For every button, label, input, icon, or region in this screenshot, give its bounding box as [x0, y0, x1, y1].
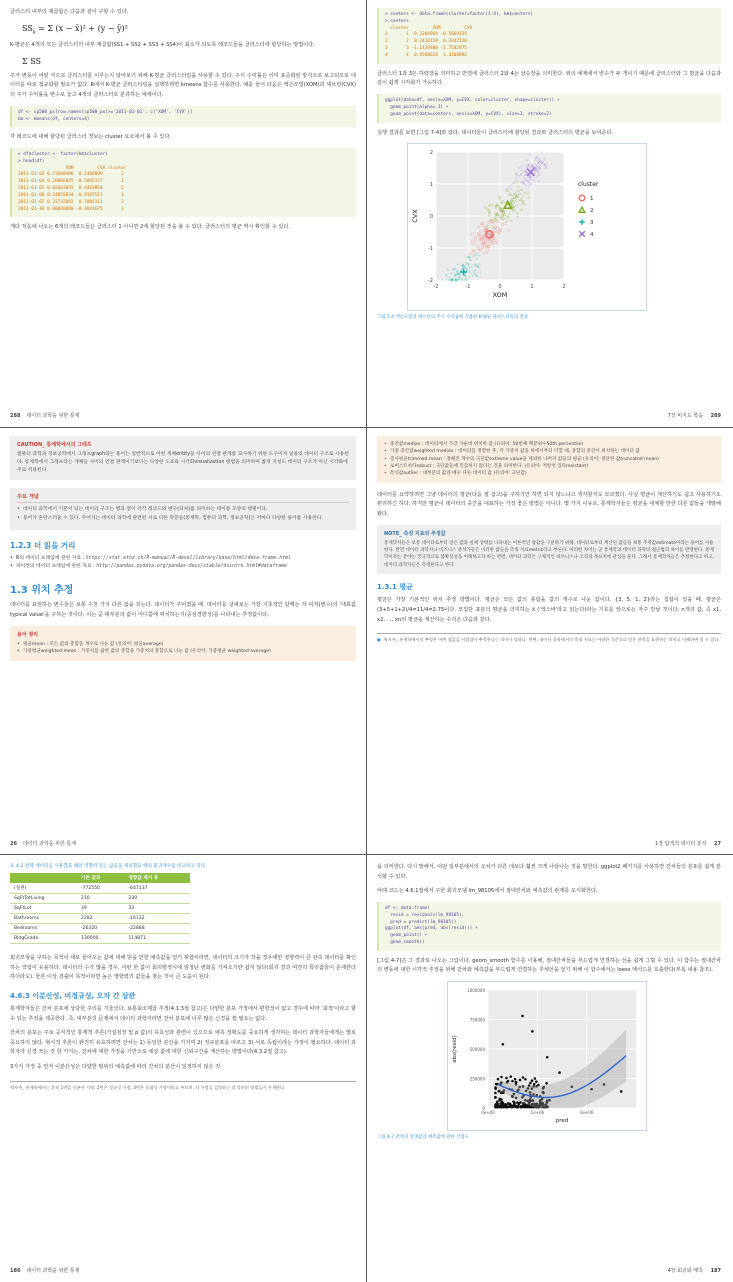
key-concept-item: • 용어가 혼란스러울 수 있다. 주어지는 데이터 과학에 관련된 서로 다른 학문들(통계학, 컴퓨터 과학, 정보공학)은 저마다 다양한 용어를 사용한다. [17, 515, 349, 523]
y-tick-label: 0 [429, 214, 433, 221]
kmeans-explanation: K-평균은 4개의 모든 클러스터의 내부 제곱합(SS1 + SS2 + SS3 + SS4)이 최소가 되도록 레코드들을 클러스터에 할당하는 방법이다. [10, 42, 315, 49]
x-tick-label: -2 [433, 284, 439, 291]
residual-point [533, 1083, 536, 1086]
page-288 [0, 0, 366, 427]
caution-body: 컴퓨터 과학과 정보공학에서 그래프graph라는 용어는 일반적으로 어떤 개체entity들 사이의 연결 관계를 묘사하기 위한 도구이자 일종의 데이터 구조로 사용된다. 통계학에서 그래프라는 개체들 사이의 연결 관계이기보다는 다양한 도표와 시각화visualization 방법을 의미하며 좁게 지칭도 데이터 구조가 아닌 시각화에 주로 적용된다. [17, 452, 349, 473]
figure-7-4-caption: 그림 7-4 엑슨모빌과 셰브런의 주식 수익률에 적용한 K-평균 클러스터링의 결과 [377, 315, 528, 321]
residual-point [520, 1106, 523, 1109]
kmeans-usage-paragraph: 주가 변동이 어떤 식으로 클러스터를 이루는지 알아보기 위해 K-평균 클러스터링을 사용할 수 있다. 주식 수익률은 이미 표준화된 방식으로 보고되므로 데이터를 따로 정규화할 필요가 없다. R에서 K-평균 클러스터링을 실행하려면 kmeans 함수를 사용한다. 예를 들어 다음은 엑슨모빌(XOM)과 셰브런(CVX)의 주가 수익률을 변수로 놓고 4개의 클러스터로 분류하는 예제이다. [10, 72, 356, 99]
residual-point [514, 1078, 517, 1081]
residual-point [545, 1082, 548, 1085]
translator-footnote: ● 역자주_ 통계학에서의 추정은 어떤 참값을 어림잡아 추측한다는 의미가 강하다. 반면, 데이터 과학에서의 측정 지표는 어떠한 기준으로 얻은 관측을 표현하는 의미로 이해하면 될 수 있다. [377, 633, 721, 644]
residual-point [505, 1077, 508, 1080]
page-187 [367, 855, 733, 1282]
table-cell: -22888 [124, 924, 190, 934]
residual-scatter-chart [447, 981, 647, 1131]
table-cell: -772550 [77, 883, 124, 894]
table-cell: 130000 [77, 934, 124, 944]
y-tick-label: 250000 [469, 1076, 485, 1082]
page-186 [0, 855, 366, 1282]
table-header-cell: 기존 결과 [77, 873, 124, 883]
cluster-assignment-paragraph: 게다 처음에 나오는 6개의 레코드들은 클러스터 1 아니면 2에 할당된 것을 볼 수 있다. 클러스터의 평균 역시 확인할 수 있다. [10, 224, 291, 231]
residual-point [512, 1100, 515, 1103]
residual-point [535, 1080, 538, 1083]
location-estimation-heading: 1.3 위치 추정 [10, 584, 74, 596]
table-row [10, 914, 190, 924]
table-cell: 39 [77, 904, 124, 914]
residual-point [496, 1101, 499, 1104]
residual-point [524, 1078, 527, 1081]
glossary-item: • 가중 중간값weighted median : 데이터를 정렬한 후, 각 가중치 값을 위에서부터 더할 때, 총합의 중간이 위치하는 데이터 값 [384, 448, 714, 455]
intro-text: 클러스터 내부의 제곱합은 다음과 같이 구할 수 있다. [10, 9, 129, 15]
table-row [10, 934, 190, 944]
table-row [10, 894, 190, 904]
heteroskedasticity-paragraph: 3가지 가정 중 먼저 이분산성은 다양한 범위의 예측값에 따라 잔차의 분산이 일정하지 않은 것 [10, 1064, 221, 1070]
legend-key-1 [579, 195, 585, 201]
heteroskedasticity-heading: 4.6.3 이분산성, 비정규성, 오차 간 상관 [10, 991, 136, 1000]
page-footer: 186 데이터 과학을 위한 통계 [10, 1268, 80, 1274]
table-cell: -16132 [124, 914, 190, 924]
residual-point [522, 1076, 525, 1079]
residual-point [494, 1088, 497, 1091]
table-cell: SqFtLot [10, 904, 77, 914]
y-tick-label: 1 [429, 182, 433, 189]
residual-point [515, 1105, 518, 1108]
legend-label-2: 2 [590, 208, 594, 215]
caution-title: CAUTION_ 통계학에서의 그래프 [17, 442, 92, 448]
kmeans-scatter-svg [408, 144, 646, 310]
residual-point [558, 1071, 561, 1074]
x-tick-label: -1 [465, 284, 471, 291]
x-tick-label: 0 [498, 284, 502, 291]
residual-point [518, 1103, 521, 1106]
table-cell: 2282 [77, 914, 124, 924]
residual-point [504, 1104, 507, 1107]
glossary-title: 용어 정리 [17, 632, 39, 639]
residual-point [515, 1081, 518, 1084]
note-body: 통계학자들은 보통 데이터로부터 얻은 값과 실제 상태를 나타내는 이론적인 참값을 구분하기 위해, 데이터로부터 계산된 값들을 보통 추정값estimate이라는 용어를 사용한다. 반면 데이터 과학자나 비즈니스 분석가들은 이러한 값들을 측정 지표metric라고 부른다. 이러한 차이는 곧 통계학과 데이터 과학의 접근법의 차이를 반영한다. 통계학이라는 분야는 궁극적으로 불확실성을 이해하고자 하는 반면, 데이터 과학은 구체적인 비즈니스나 조직의 목표치에 관심을 둔다. 그래서 통계학자들은 추정한다고 하고, 데이터 과학자들은 측정한다고 한다. [384, 540, 714, 568]
glossary-box [10, 626, 356, 661]
residual-point [496, 1103, 499, 1106]
residual-point [524, 1105, 527, 1108]
mean-paragraph: 평균은 가장 기본적인 위치 추정 방법이다. 평균은 모든 값의 총합을 값의 개수로 나눈 값이다. {3, 5, 1, 2}라는 집합이 있을 때, 평균은 (3+5+1+2)/4=11/4=2.75이다. 모집단 표본의 평균을 의미하는 x̄ ('엑스바'라고 읽는다)라는 기호를 앞으로는 자주 만날 것이다. n개의 값, 즉 x1, x2, ..., xn의 평균을 계산하는 수식은 다음과 같다. [377, 597, 721, 623]
residual-point [620, 1090, 623, 1093]
page-footer: 1장 탐색적 데이터 분석 27 [655, 841, 721, 847]
reference-item: • 파이썬의 데이터 프레임에 관한 자료 : http://pandas.pydata.org/pandas-docs/stable/dsintro.html#dataframe [10, 563, 356, 571]
y-tick-label: -2 [428, 278, 433, 285]
table-cell: (절편) [10, 883, 77, 894]
residual-point [494, 1092, 497, 1095]
table-4-2-caption: 표 4-2 전체 데이터를 사용했을 때와 영향력 있는 값들을 제외했을 때의 회귀계수를 비교하고 있다. [10, 864, 207, 869]
residual-point [501, 1101, 504, 1104]
legend-title: cluster [578, 181, 599, 189]
y-tick-label: 0 [482, 1105, 485, 1111]
residual-point [500, 1076, 503, 1079]
residual-point [528, 1106, 531, 1109]
residual-point [521, 1015, 524, 1018]
head-df-code-block: > df$cluster <- factor(km$cluster) > head(df) XOM CVX cluster 2011-01-03 0.73680496 0.2406809 2 2011-01-04 0.16866845 -0.5845157 1 2011-01-05 0.02663055 0.4469854 2 2011-01-06 0.24855834 -0.9197513 1 2011-01-07 0.33732892 0.1805111 2 2011-01-10 0.00000000 -0.4641675 1 [10, 148, 356, 217]
legend-label-4: 4 [590, 232, 594, 239]
table-header-cell [10, 873, 77, 883]
location-intro-paragraph: 데이터를 표현하는 변수들은 보통 수천 가지 다른 값을 갖는다. 데이터가 주어졌을 때, 데이터를 살펴보는 가장 기초적인 단계는 각 피처(변수)의 '대표값typical value'을 구하는 것이다. 이는 곧 대부분의 값이 어디쯤에 위치하는지(중심경향성)를 나타내는 추정값이다. [10, 601, 356, 618]
x-tick-label: 1e+06 [530, 1110, 545, 1116]
residual-point [519, 1079, 522, 1082]
footnote-marker-icon: ● [377, 637, 381, 643]
page-footer: 288 데이터 과학을 위한 통계 [10, 413, 80, 419]
residual-point [509, 1075, 512, 1078]
key-concepts-box [10, 488, 356, 530]
table-row [10, 924, 190, 934]
cluster-element-paragraph: 각 레코드에 대해 할당된 클러스터 정보는 cluster 요소에서 볼 수 있다. [10, 134, 172, 141]
heteroskedasticity-continued-paragraph: 을 의미한다. 다시 말해서, 어떤 일부분에서의 오차가 다른 데보다 훨씬 크게 나타나는 것을 말한다. ggplot2 패키지를 사용하면 잔차들의 분포를 쉽게 분석할 수 있다. [377, 864, 721, 880]
residual-point [531, 1030, 534, 1033]
legend-label-1: 1 [590, 196, 594, 203]
spread-divider [0, 854, 733, 855]
table-header-row [10, 873, 190, 883]
table-cell: Bedrooms [10, 924, 77, 934]
residual-plot-intro-paragraph: 아래 코드는 4.6.1절에서 구한 회귀모델 lm_98105에서 절대잔차와 예측값의 관계를 도식화한다. [377, 888, 598, 895]
glossary-item: • 로버스트하다robust : 극단값들에 민감하지 않다는 것을 의미한다. (유의어: 저항성 있다resistant) [384, 463, 714, 470]
page-27 [367, 428, 733, 855]
x-tick-label: 0e+00 [481, 1110, 495, 1116]
coefficient-table [10, 873, 190, 944]
table-cell: 33 [124, 904, 190, 914]
glossary-item: • 가중평균weighted mean : 가중치를 곱한 값의 총합을 가중치의 총합으로 나눈 값 (유의어: 가중평균 weighted average) [17, 648, 349, 655]
residual-point [507, 1080, 510, 1083]
table-cell: Bathrooms [10, 914, 77, 924]
residual-point [511, 1080, 514, 1083]
glossary-item: • 특잇값outlier : 대부분의 값과 매우 다른 데이터 값 (유의어: 극단값) [384, 470, 714, 477]
residual-point [546, 1056, 549, 1059]
residual-point [498, 1099, 501, 1102]
figure-4-7-caption: 그림 4-7 잔차의 절댓값과 예측값에 관한 산점도 [377, 1135, 469, 1141]
x-axis-label: pred [555, 1118, 569, 1125]
y-tick-label: 2 [429, 150, 433, 157]
residual-point [529, 1082, 532, 1085]
residual-point [534, 1077, 537, 1080]
legend-key-4 [579, 231, 585, 237]
x-axis-label: XOM [492, 291, 508, 300]
glossary-item: • 평균mean : 모든 값의 총합을 개수로 나눈 값 (유의어: 평균average) [17, 641, 349, 648]
x-tick-label: 2e+06 [579, 1110, 594, 1116]
reference-link[interactable]: https://stat.ethz.ch/R-manual/R-devel/library/base/html/data.frame.html [85, 556, 291, 562]
page-26 [0, 428, 366, 855]
kmeans-scatter-chart [407, 143, 647, 311]
note-title: NOTE_ 측정 지표와 추정값 [384, 530, 446, 537]
residual-point [531, 1079, 534, 1082]
within-cluster-ss-formula: $SS_k = \Sigma$ (x − x̄)² + (y − ȳ)² [22, 23, 128, 36]
reference-link[interactable]: http://pandas.pydata.org/pandas-docs/stable/dsintro.html#dataframe [96, 563, 287, 569]
translator-footnote: 역자주_ 통계학에서는 흔히 1번을 등분산 가정, 2번은 정규성 가정, 3번은 독립성 가정이라고 부르며, 각 가정을 검정하는 잘 알려진 방법들이 존재한다. [10, 1081, 356, 1092]
page-gutter-divider [366, 0, 367, 1282]
ggplot-code-block: ggplot(data=df, aes(x=XOM, y=CVX, color=cluster, shape=cluster)) + geom_point(alpha=.3) + geom_point(data=centers, aes(x=XOM, y=CVX), size=3, stroke=2) [377, 94, 721, 122]
table-cell: 114871 [124, 934, 190, 944]
table-cell: 230 [124, 894, 190, 904]
y-tick-label: 750000 [469, 1017, 485, 1023]
residual-plot-code-block: df <- data.frame( resid = residuals(lm_98105), pred = predict(lm_98105)) ggplot(df, aes(pred, abs(resid))) + geom_point() + geom_smooth() [377, 902, 721, 951]
table-cell: 210 [77, 894, 124, 904]
note-box [377, 525, 721, 575]
table-row [10, 883, 190, 894]
residual-point [494, 1096, 497, 1099]
total-ss-formula: Σ SS [22, 56, 42, 66]
further-reading-heading: 1.2.3 더 읽을 거리 [10, 541, 76, 551]
residual-point [498, 1106, 501, 1109]
page-footer: 7장 비지도 학습 289 [667, 413, 721, 419]
table-row [10, 904, 190, 914]
page-footer: 26 데이터 과학을 위한 통계 [10, 841, 77, 847]
glossary-continued-box [377, 436, 721, 483]
caution-box [10, 436, 356, 480]
y-tick-label: 500000 [469, 1046, 485, 1052]
figure-ref-paragraph: 실행 결과를 보면 [그림 7-4]와 같다. 데이터들이 클러스터에 할당된 결과와 클러스터의 평균을 보여준다. [377, 129, 614, 136]
residual-scatter-svg [448, 982, 646, 1130]
kmeans-code-block: df <- sp500_px[row.names(sp500_px)>='2011-01-01', c('XOM', 'CVX')] km <- kmeans(df, centers=4) [10, 106, 356, 128]
table-header-cell: 영향값 제거 후 [124, 873, 190, 883]
legend-label-3: 3 [590, 220, 594, 227]
table-cell: -26320 [77, 924, 124, 934]
y-tick-label: 1000000 [467, 987, 485, 993]
glossary-item: • 절사평균trimmed mean : 정해진 개수의 극단값extreme value을 제외한 나머지 값들의 평균 (유의어: 절단한 값truncated mean) [384, 456, 714, 463]
glossary-item: • 중간값median : 데이터에서 가장 가운데 위치한 값 (유의어: 50번째 백분위수50th percentile) [384, 441, 714, 448]
x-tick-label: 1 [530, 284, 534, 291]
table-cell: SqFtTotLiving [10, 894, 77, 904]
table-cell: -647137 [124, 883, 190, 894]
table-cell: BldgGrade [10, 934, 77, 944]
legend-key-3 [579, 219, 585, 225]
further-reading-list [10, 555, 356, 571]
bull-bear-paragraph: 클러스터 1과 3은 하락장을 의미하고 반면에 클러스터 2와 4는 상승장을 의미한다. 위의 예제에서 변수가 두 개이기 때문에 클러스터와 그 평균을 다음과 같이 쉽게 시각화가 가능하다. [377, 70, 721, 87]
residual-point [509, 1104, 512, 1107]
key-concept-item: • 데이터 과학에서 기본이 되는 데이터 구조는 행과 열이 각각 레코드와 변수(피처)를 의미하는 테이블 모양의 행렬이다. [17, 506, 349, 514]
y-tick-label: -1 [428, 246, 433, 253]
loess-paragraph: [그림 4-7]은 그 결과로 나오는 그림이다. geom_smooth 함수를 이용해, 절대잔차들을 부드럽게 연결하는 선을 쉽게 그릴 수 있다. 이 함수는 절대잔차의 변동에 대한 시각적 추정을 위해 잔차와 예측값을 부드럽게 연결하는 추세선을 얻기 위해 이 함수에서는 loess 메서드를 호출한다(부록 내용 참조). [377, 957, 721, 974]
reference-item: • R의 데이터 프레임에 관한 자료 : https://stat.ethz.ch/R-manual/R-devel/library/base/html/data.frame.html [10, 555, 356, 563]
mean-heading: 1.3.1 평균 [377, 583, 413, 592]
y-axis-label: abs(resid) [452, 1035, 458, 1063]
residual-assumptions-paragraph: 잔차의 분포는 주로 공식적인 통계적 추론(가설검정 및 p 값)의 유효성과 관련이 있으므로 예측 정확도를 중요하게 생각하는 데이터 과학자들에게는 별로 중요하지 않다. 형식적 추론이 완전히 유효하려면 잔차는 1) 동일한 분산을 가지며 2) 정규분포를 따르고 3) 서로 독립이라는 가정이 필요하다. 데이터 과학자가 신경 쓰는 것 한 가지는, 잔차에 대한 가정을 기반으로 예상 값에 대한 신뢰구간을 계산하는 방법이다(4.3.2절 참고). [10, 1030, 356, 1056]
centers-code-block: > centers <- data.frame(cluster=factor(1:4), km$centers) > centers cluster XOM CVX 1 1 -0.3284864 -0.5669135 2 2 0.2410159 0.3342130 3 3 -1.1439800 -1.7502975 4 4 0.9568628 1.3708892 [377, 8, 721, 64]
page-footer: 4장 회귀와 예측 187 [667, 1268, 721, 1274]
page-289 [367, 0, 733, 427]
residual-point [495, 1083, 498, 1086]
residual-point [502, 1043, 505, 1046]
x-tick-label: 2 [562, 284, 566, 291]
residual-distribution-paragraph: 통계학자들은 잔차 분포에 상당한 주의를 기울인다. 보통최소제곱 추정(4.1.3절 참고)은 다양한 분포 가정에서 편향성이 없고 경우에 따라 '최적'이라고 할 수 있는 추정을 제공한다. 즉, 대부분의 문제에서 데이터 과학자라면 잔차 분포에 너무 많은 신경을 쓸 필요는 없다. [10, 1005, 356, 1022]
influence-paragraph: 회귀모형을 구하는 목적이 새로 들어오는 값에 대해 믿을 만한 예측값을 얻기 위함이라면, 데이터의 크기가 작을 경우에만 영향력이 큰 관측 데이터를 확인하는 작업이 유용하다. 데이터의 수가 많을 경우, 어떤 한 값이 회귀방정식에 엄청난 변화를 가져오기란 쉽지 않다(회귀 결과 여전히 특잇값들이 존재한다 하더라도). 물론 이상 검출이 목적이라면 높은 영향력의 값들을 찾는 것이 큰 도움이 된다. [10, 955, 356, 981]
residual-point [511, 1105, 514, 1108]
y-axis-label: CVX [411, 209, 419, 223]
residual-point [498, 1090, 501, 1093]
spread-divider [0, 427, 733, 428]
mean-motivation-paragraph: 데이터를 요약하려면 그냥 데이터의 평균(다음 절 참고)을 구하기만 하면 되지 않느냐고 생각할지도 모르겠다. 사실 평균이 계산하기도 쉽고 사용하기도 편리하긴 하다. 하지만 평균이 데이터의 중간을 대표하는 가장 좋은 방법은 아니다. 몇 가지 이유로, 통계학자들은 평균을 대체할 만한 다른 값들을 개발해왔다. [377, 491, 721, 517]
legend-key-2 [579, 207, 585, 212]
key-concepts-title: 주요 개념 [17, 493, 349, 503]
